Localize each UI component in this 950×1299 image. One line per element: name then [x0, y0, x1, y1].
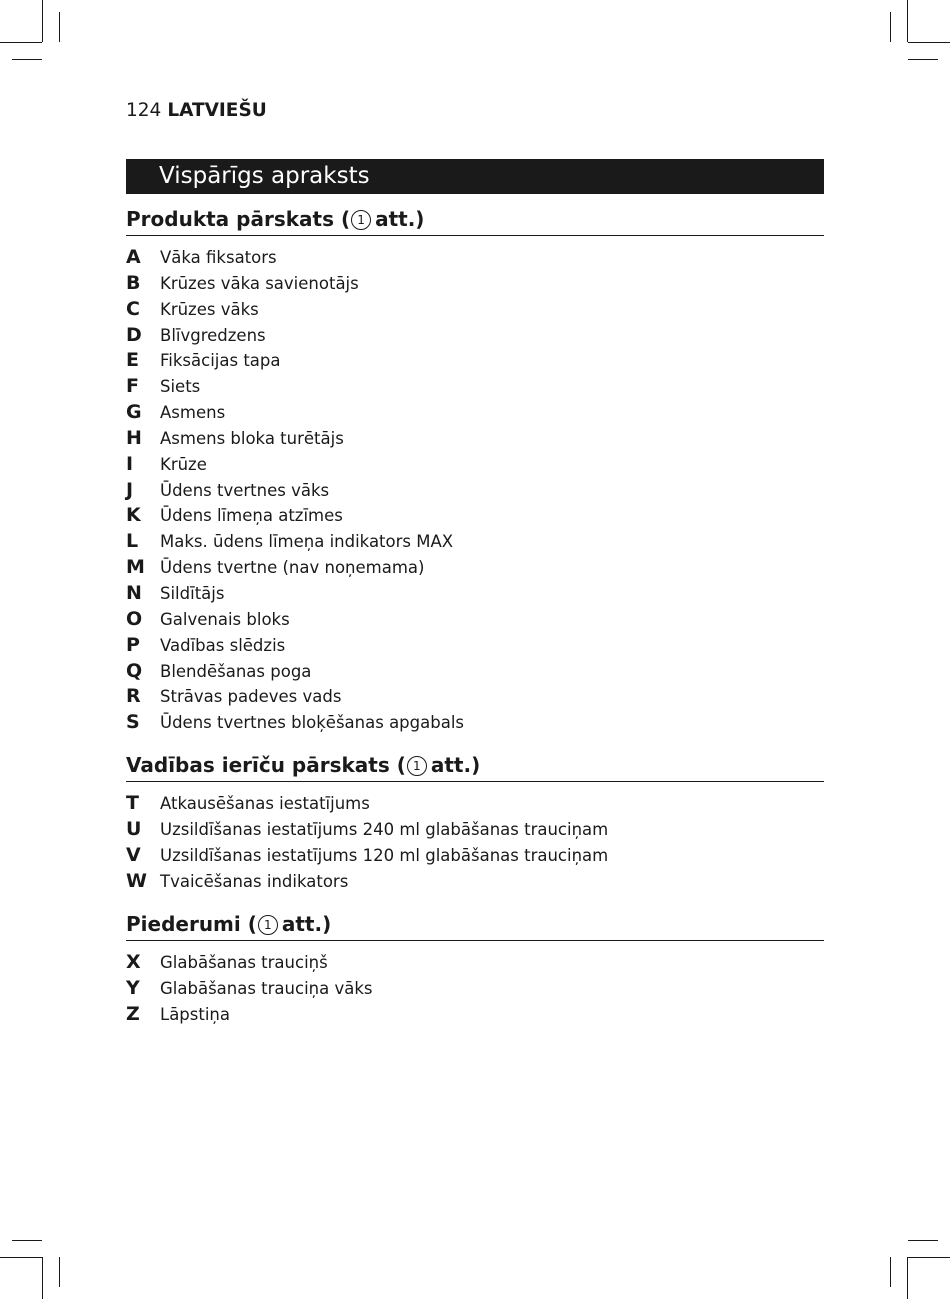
item-letter: G — [126, 401, 142, 424]
language-label: LATVIEŠU — [167, 100, 267, 121]
item-letter: M — [126, 556, 145, 579]
item-text: Asmens bloka turētājs — [160, 428, 344, 448]
item-letter: Z — [126, 1002, 140, 1025]
crop-mark — [890, 12, 891, 42]
item-letter: E — [126, 349, 139, 372]
item-letter: F — [126, 375, 139, 398]
item-letter: H — [126, 426, 142, 449]
item-letter: B — [126, 271, 141, 294]
item-text: Blīvgredzens — [160, 325, 266, 345]
crop-mark — [59, 1257, 60, 1287]
figure-number-circle: 1 — [351, 210, 371, 230]
item-letter: T — [126, 792, 139, 814]
crop-mark — [0, 42, 42, 43]
item-text: Ūdens tvertne (nav noņemama) — [160, 558, 425, 578]
item-letter: Y — [126, 976, 140, 999]
item-letter: J — [126, 478, 134, 501]
item-letter: W — [126, 869, 147, 892]
item-letter: D — [126, 323, 142, 346]
item-text: Asmens — [160, 403, 226, 423]
item-text: Glabāšanas trauciņa vāks — [160, 978, 373, 998]
item-text: Ūdens līmeņa atzīmes — [160, 506, 343, 526]
chapter-title: Vispārīgs apraksts — [159, 163, 370, 189]
item-letter: I — [126, 452, 134, 475]
item-text: Strāvas padeves vads — [160, 687, 342, 707]
item-text: Blendēšanas poga — [160, 661, 312, 681]
item-text: Uzsildīšanas iestatījums 240 ml glabāšanas trauciņam — [160, 819, 609, 839]
item-text: Uzsildīšanas iestatījums 120 ml glabāšanas trauciņam — [160, 845, 609, 865]
crop-mark — [12, 1240, 42, 1241]
item-text: Fiksācijas tapa — [160, 351, 281, 371]
item-letter: O — [126, 607, 143, 630]
item-text: Vadības slēdzis — [160, 635, 286, 655]
item-letter: L — [126, 530, 139, 553]
figure-number-circle: 1 — [407, 756, 427, 776]
crop-mark — [0, 1257, 42, 1258]
crop-mark — [908, 59, 938, 60]
item-letter: X — [126, 951, 141, 973]
crop-mark — [42, 1257, 43, 1299]
page-number: 124 — [126, 100, 162, 121]
crop-mark — [12, 59, 42, 60]
item-text: Vāka fiksators — [160, 248, 277, 267]
item-letter: S — [126, 711, 140, 734]
item-text: Galvenais bloks — [160, 609, 290, 629]
section-heading: Piederumi ( 1 att.) — [126, 910, 824, 941]
item-text: Krūzes vāks — [160, 299, 259, 319]
section-controls-overview — [126, 751, 824, 892]
section-heading: Vadības ierīču pārskats ( 1 att.) — [126, 751, 824, 782]
item-text: Glabāšanas trauciņš — [160, 953, 328, 972]
crop-mark — [908, 1240, 938, 1241]
item-text: Lāpstiņa — [160, 1004, 230, 1024]
item-letter: N — [126, 581, 142, 604]
item-text: Sildītājs — [160, 583, 225, 603]
item-letter: U — [126, 817, 142, 840]
figure-number-circle: 1 — [258, 915, 278, 935]
section-heading: Produkta pārskats ( 1 att.) — [126, 205, 824, 236]
crop-mark — [908, 1257, 950, 1258]
crop-mark — [907, 0, 908, 42]
item-letter: K — [126, 504, 141, 527]
item-text: Ūdens tvertnes bloķēšanas apgabals — [160, 713, 465, 733]
section-accessories — [126, 910, 824, 1025]
chapter-banner — [126, 159, 824, 194]
crop-mark — [908, 42, 950, 43]
item-text: Maks. ūdens līmeņa indikators MAX — [160, 532, 454, 552]
item-text: Krūze — [160, 454, 207, 474]
item-letter: Q — [126, 659, 143, 682]
running-head — [126, 99, 267, 123]
crop-mark — [890, 1257, 891, 1287]
item-text: Atkausēšanas iestatījums — [160, 794, 370, 813]
item-letter: R — [126, 685, 141, 708]
item-letter: V — [126, 843, 141, 866]
item-text: Ūdens tvertnes vāks — [160, 480, 330, 500]
item-text: Tvaicēšanas indikators — [160, 871, 349, 891]
item-letter: P — [126, 633, 140, 656]
item-text: Krūzes vāka savienotājs — [160, 273, 359, 293]
crop-mark — [42, 0, 43, 42]
section-product-overview — [126, 205, 824, 734]
item-text: Siets — [160, 377, 201, 397]
crop-mark — [907, 1257, 908, 1299]
item-letter: C — [126, 297, 140, 320]
item-letter: A — [126, 246, 141, 268]
crop-mark — [59, 12, 60, 42]
